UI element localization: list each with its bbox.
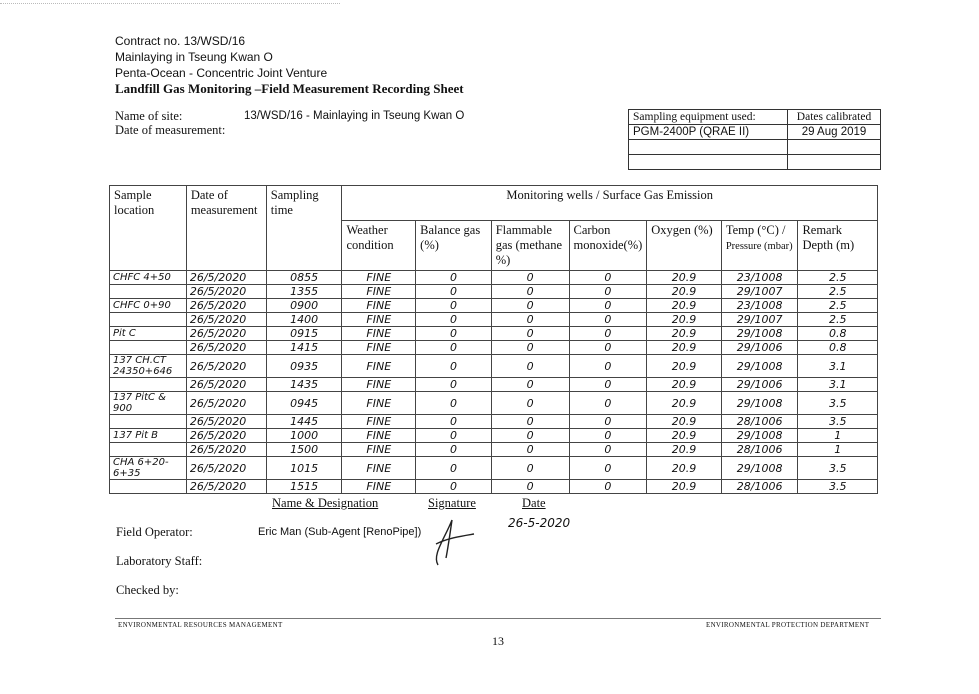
oxygen-cell: 20.9 (647, 313, 722, 327)
header-sampling-time: Sampling time (266, 186, 342, 271)
operator-date: 26-5-2020 (508, 516, 571, 530)
time-cell: 1415 (266, 341, 342, 355)
co-cell: 0 (569, 285, 647, 299)
temp-pressure-cell: 29/1007 (721, 285, 798, 299)
temp-pressure-cell: 29/1007 (721, 313, 798, 327)
co-cell: 0 (569, 429, 647, 443)
header-oxygen: Oxygen (%) (647, 221, 722, 271)
temp-pressure-cell: 29/1006 (721, 378, 798, 392)
header-weather: Weather condition (342, 221, 416, 271)
table-row (110, 355, 878, 378)
header-monitoring-group: Monitoring wells / Surface Gas Emission (342, 186, 878, 221)
weather-cell: FINE (342, 392, 416, 415)
temp-pressure-cell: 28/1006 (721, 480, 798, 494)
weather-cell: FINE (342, 480, 416, 494)
co-cell: 0 (569, 313, 647, 327)
balance-cell: 0 (416, 355, 492, 378)
measurement-rows (110, 271, 878, 494)
page-number: 13 (492, 634, 504, 648)
depth-cell: 3.5 (798, 392, 878, 415)
location-cell: CHFC 4+50 (110, 271, 187, 285)
time-cell: 1435 (266, 378, 342, 392)
signature-heading: Signature (428, 496, 476, 510)
temp-pressure-cell: 29/1008 (721, 392, 798, 415)
weather-cell: FINE (342, 415, 416, 429)
balance-cell: 0 (416, 415, 492, 429)
temp-pressure-cell: 29/1008 (721, 327, 798, 341)
time-cell: 1515 (266, 480, 342, 494)
co-cell: 0 (569, 341, 647, 355)
oxygen-cell: 20.9 (647, 392, 722, 415)
operator-name: Eric Man (Sub-Agent [RenoPipe]) (258, 526, 422, 538)
location-cell: 137 Pit B (110, 429, 187, 443)
oxygen-cell: 20.9 (647, 285, 722, 299)
co-cell: 0 (569, 415, 647, 429)
scan-mark (0, 3, 340, 5)
oxygen-cell: 20.9 (647, 457, 722, 480)
equipment-cell (629, 140, 788, 155)
location-cell: CHA 6+20-6+35 (110, 457, 187, 480)
oxygen-cell: 20.9 (647, 355, 722, 378)
name-designation-heading: Name & Designation (272, 496, 379, 510)
equipment-table (628, 109, 881, 170)
flammable-cell: 0 (491, 429, 569, 443)
temp-pressure-cell: 29/1006 (721, 341, 798, 355)
co-cell: 0 (569, 392, 647, 415)
flammable-cell: 0 (491, 313, 569, 327)
weather-cell: FINE (342, 299, 416, 313)
equipment-cell (629, 155, 788, 170)
footer-left: ENVIRONMENTAL RESOURCES MANAGEMENT (118, 621, 283, 629)
calibrated-header: Dates calibrated (788, 110, 881, 125)
site-name-label: Name of site: (115, 109, 183, 123)
header-pressure: Pressure (mbar) (725, 241, 793, 252)
time-cell: 1400 (266, 313, 342, 327)
weather-cell: FINE (342, 271, 416, 285)
signature-mark (418, 510, 478, 570)
table-row (110, 299, 878, 313)
date-cell: 26/5/2020 (186, 271, 266, 285)
balance-cell: 0 (416, 480, 492, 494)
date-cell: 26/5/2020 (186, 457, 266, 480)
footer-divider (115, 618, 881, 619)
time-cell: 0900 (266, 299, 342, 313)
date-cell: 26/5/2020 (186, 480, 266, 494)
flammable-cell: 0 (491, 378, 569, 392)
depth-cell: 3.5 (798, 480, 878, 494)
table-row (110, 378, 878, 392)
balance-cell: 0 (416, 299, 492, 313)
flammable-cell: 0 (491, 341, 569, 355)
measurement-table (109, 185, 878, 494)
balance-cell: 0 (416, 443, 492, 457)
header-temp-pressure (721, 221, 798, 271)
flammable-cell: 0 (491, 271, 569, 285)
co-cell: 0 (569, 443, 647, 457)
date-cell: 26/5/2020 (186, 429, 266, 443)
calibrated-cell (788, 140, 881, 155)
table-row (110, 443, 878, 457)
table-row (110, 271, 878, 285)
location-cell: CHFC 0+90 (110, 299, 187, 313)
depth-cell: 2.5 (798, 313, 878, 327)
table-row (110, 327, 878, 341)
laboratory-staff-label: Laboratory Staff: (116, 554, 203, 568)
date-cell: 26/5/2020 (186, 355, 266, 378)
temp-pressure-cell: 28/1006 (721, 415, 798, 429)
temp-pressure-cell: 29/1008 (721, 355, 798, 378)
date-cell: 26/5/2020 (186, 392, 266, 415)
equipment-header: Sampling equipment used: (629, 110, 788, 125)
table-row (110, 457, 878, 480)
checked-by-label: Checked by: (116, 583, 179, 597)
balance-cell: 0 (416, 285, 492, 299)
oxygen-cell: 20.9 (647, 378, 722, 392)
co-cell: 0 (569, 299, 647, 313)
flammable-cell: 0 (491, 457, 569, 480)
calibrated-cell (788, 155, 881, 170)
flammable-cell: 0 (491, 299, 569, 313)
header-balance-gas: Balance gas (%) (416, 221, 492, 271)
table-row (110, 313, 878, 327)
balance-cell: 0 (416, 378, 492, 392)
field-operator-label: Field Operator: (116, 525, 193, 539)
weather-cell: FINE (342, 285, 416, 299)
date-cell: 26/5/2020 (186, 313, 266, 327)
depth-cell: 2.5 (798, 299, 878, 313)
flammable-cell: 0 (491, 327, 569, 341)
weather-cell: FINE (342, 327, 416, 341)
header-flammable-gas: Flammable gas (methane %) (491, 221, 569, 271)
page-title: Landfill Gas Monitoring –Field Measurement Recording Sheet (115, 81, 464, 96)
depth-cell: 3.1 (798, 355, 878, 378)
temp-pressure-cell: 23/1008 (721, 271, 798, 285)
flammable-cell: 0 (491, 392, 569, 415)
oxygen-cell: 20.9 (647, 327, 722, 341)
depth-cell: 1 (798, 429, 878, 443)
flammable-cell: 0 (491, 285, 569, 299)
time-cell: 0855 (266, 271, 342, 285)
header-sample-location: Sample location (110, 186, 187, 271)
oxygen-cell: 20.9 (647, 415, 722, 429)
location-cell (110, 443, 187, 457)
flammable-cell: 0 (491, 443, 569, 457)
location-cell: Pit C (110, 327, 187, 341)
temp-pressure-cell: 29/1008 (721, 457, 798, 480)
depth-cell: 3.1 (798, 378, 878, 392)
date-heading: Date (522, 496, 546, 510)
time-cell: 1000 (266, 429, 342, 443)
time-cell: 1445 (266, 415, 342, 429)
location-cell (110, 313, 187, 327)
co-cell: 0 (569, 480, 647, 494)
flammable-cell: 0 (491, 480, 569, 494)
time-cell: 1500 (266, 443, 342, 457)
table-row (110, 480, 878, 494)
co-cell: 0 (569, 355, 647, 378)
location-cell: 137 CH.CT 24350+646 (110, 355, 187, 378)
location-cell (110, 480, 187, 494)
location-cell (110, 285, 187, 299)
header-date-of-measurement: Date of measurement (186, 186, 266, 271)
header-remark-depth: Remark Depth (m) (798, 221, 878, 271)
date-cell: 26/5/2020 (186, 299, 266, 313)
location-cell (110, 415, 187, 429)
date-cell: 26/5/2020 (186, 378, 266, 392)
time-cell: 1355 (266, 285, 342, 299)
balance-cell: 0 (416, 271, 492, 285)
table-row (110, 429, 878, 443)
depth-cell: 0.8 (798, 341, 878, 355)
site-name-value: 13/WSD/16 - Mainlaying in Tseung Kwan O (244, 110, 465, 122)
weather-cell: FINE (342, 355, 416, 378)
weather-cell: FINE (342, 341, 416, 355)
oxygen-cell: 20.9 (647, 480, 722, 494)
calibrated-cell: 29 Aug 2019 (788, 125, 881, 140)
oxygen-cell: 20.9 (647, 429, 722, 443)
footer-right: ENVIRONMENTAL PROTECTION DEPARTMENT (706, 621, 870, 629)
co-cell: 0 (569, 327, 647, 341)
temp-pressure-cell: 29/1008 (721, 429, 798, 443)
table-row (110, 392, 878, 415)
depth-cell: 3.5 (798, 415, 878, 429)
balance-cell: 0 (416, 429, 492, 443)
oxygen-cell: 20.9 (647, 443, 722, 457)
location-cell: 137 PitC & 900 (110, 392, 187, 415)
balance-cell: 0 (416, 313, 492, 327)
weather-cell: FINE (342, 443, 416, 457)
co-cell: 0 (569, 378, 647, 392)
co-cell: 0 (569, 271, 647, 285)
date-cell: 26/5/2020 (186, 443, 266, 457)
date-cell: 26/5/2020 (186, 285, 266, 299)
time-cell: 1015 (266, 457, 342, 480)
date-cell: 26/5/2020 (186, 415, 266, 429)
depth-cell: 2.5 (798, 271, 878, 285)
table-row (110, 341, 878, 355)
contract-number: Contract no. 13/WSD/16 (115, 34, 246, 48)
contractor-name: Penta-Ocean - Concentric Joint Venture (115, 66, 328, 80)
depth-cell: 3.5 (798, 457, 878, 480)
location-cell (110, 341, 187, 355)
time-cell: 0945 (266, 392, 342, 415)
weather-cell: FINE (342, 429, 416, 443)
balance-cell: 0 (416, 327, 492, 341)
flammable-cell: 0 (491, 355, 569, 378)
project-name: Mainlaying in Tseung Kwan O (115, 50, 273, 64)
flammable-cell: 0 (491, 415, 569, 429)
depth-cell: 1 (798, 443, 878, 457)
depth-cell: 2.5 (798, 285, 878, 299)
depth-cell: 0.8 (798, 327, 878, 341)
oxygen-cell: 20.9 (647, 299, 722, 313)
weather-cell: FINE (342, 313, 416, 327)
header-carbon-monoxide: Carbon monoxide(%) (569, 221, 647, 271)
weather-cell: FINE (342, 457, 416, 480)
table-row (110, 415, 878, 429)
table-row (110, 285, 878, 299)
oxygen-cell: 20.9 (647, 341, 722, 355)
equipment-cell: PGM-2400P (QRAE II) (629, 125, 788, 140)
temp-pressure-cell: 28/1006 (721, 443, 798, 457)
time-cell: 0935 (266, 355, 342, 378)
balance-cell: 0 (416, 392, 492, 415)
temp-pressure-cell: 23/1008 (721, 299, 798, 313)
balance-cell: 0 (416, 457, 492, 480)
header-temp: Temp (°C) / (725, 223, 786, 237)
date-cell: 26/5/2020 (186, 341, 266, 355)
location-cell (110, 378, 187, 392)
time-cell: 0915 (266, 327, 342, 341)
weather-cell: FINE (342, 378, 416, 392)
co-cell: 0 (569, 457, 647, 480)
date-cell: 26/5/2020 (186, 327, 266, 341)
oxygen-cell: 20.9 (647, 271, 722, 285)
date-of-measurement-label: Date of measurement: (115, 123, 226, 137)
balance-cell: 0 (416, 341, 492, 355)
